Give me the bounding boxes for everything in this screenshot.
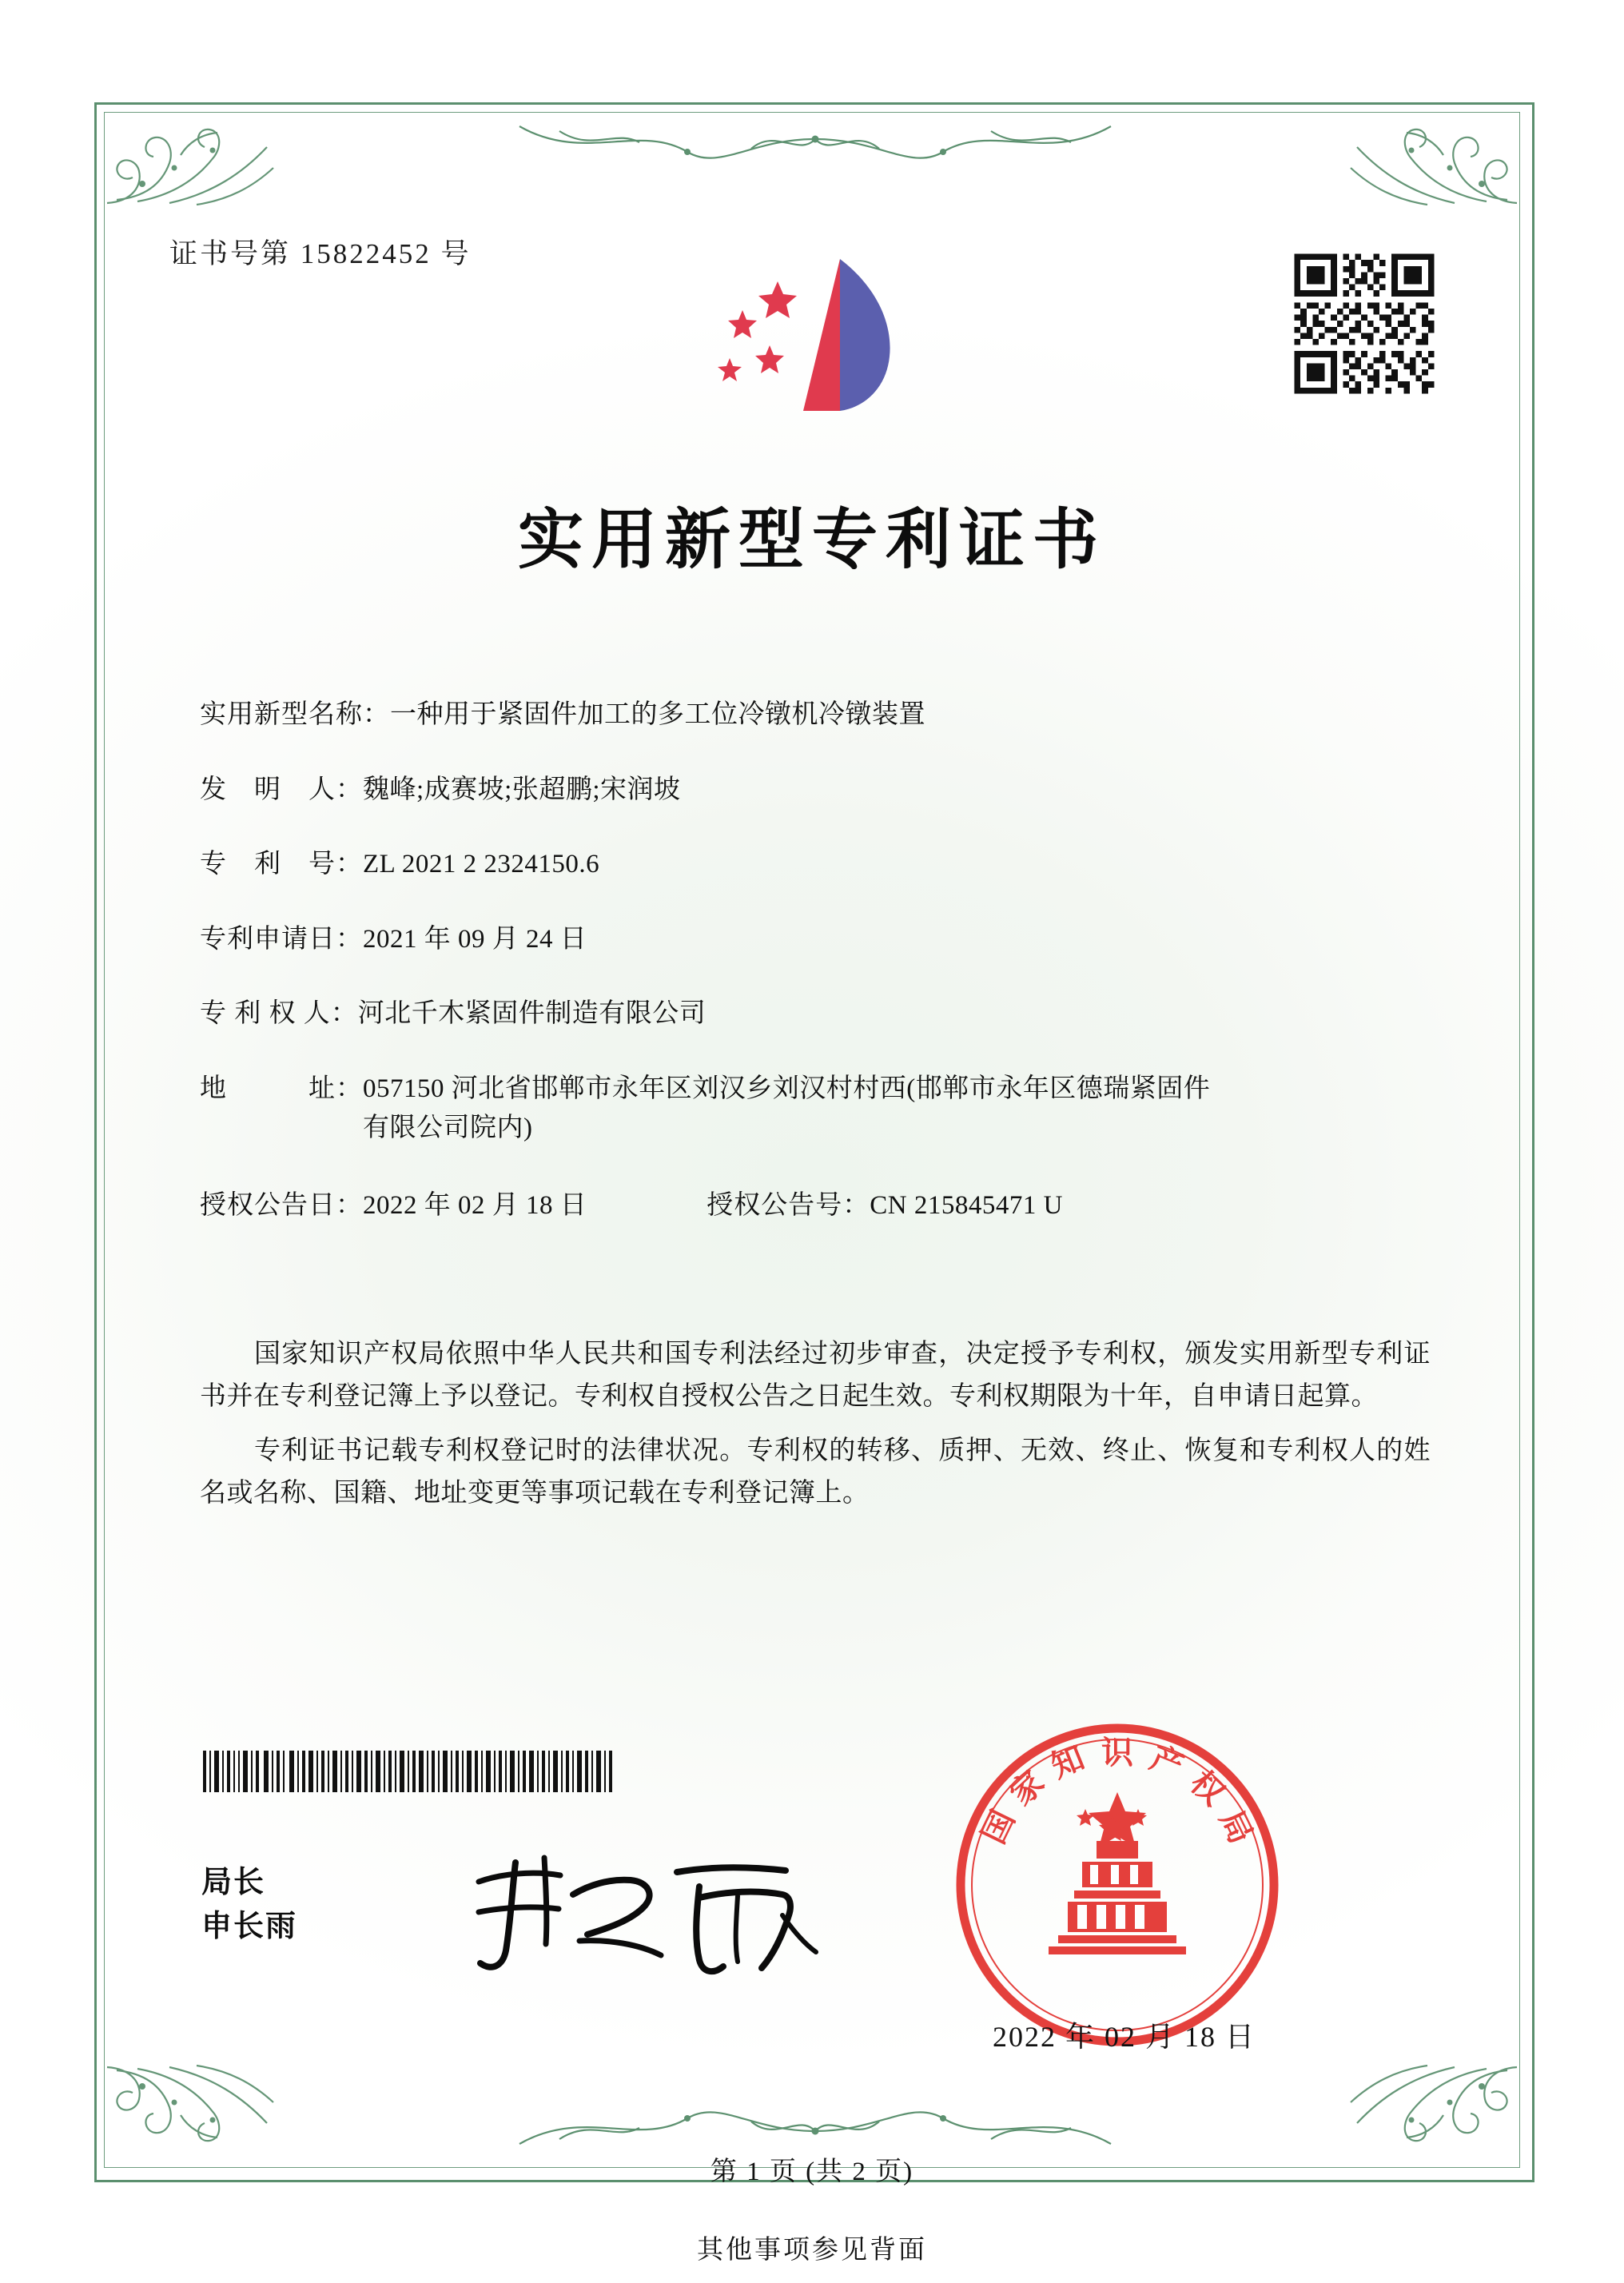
svg-text:识: 识: [1101, 1734, 1133, 1771]
seal-date: 2022 年 02 月 18 日: [993, 2021, 1256, 2053]
director-name: 申长雨: [201, 1910, 298, 1944]
grant-number-pair: [707, 1184, 1063, 1221]
field-value: 魏峰;成赛坡;张超鹏;宋润坡: [363, 775, 681, 804]
field-grant-row: [200, 1184, 1447, 1221]
field-list: [200, 695, 1447, 1257]
director-title: 局长: [201, 1866, 266, 1899]
grant-date-value: 2022 年 02 月 18 日: [363, 1190, 587, 1220]
field-inventors: [200, 771, 1447, 811]
grant-number-label: 授权公告号：: [707, 1190, 870, 1220]
field-value: 一种用于紧固件加工的多工位冷镦机冷镦装置: [390, 700, 925, 729]
handwritten-signature: [460, 1839, 835, 1982]
paragraph-1: 国家知识产权局依照中华人民共和国专利法经过初步审查，决定授予专利权，颁发实用新型专利证书并在专利登记簿上予以登记。专利权自授权公告之日起生效。专利权期限为十年，自申请日起算。: [200, 1340, 1431, 1412]
field-label: 专利申请日：: [200, 924, 363, 954]
grant-number-value: CN 215845471 U: [870, 1190, 1063, 1220]
corner-ornament-icon: [1339, 2059, 1523, 2163]
svg-text:家: 家: [1002, 1763, 1052, 1813]
official-red-seal: [949, 1717, 1285, 2053]
field-address: [200, 1070, 1447, 1149]
field-value: ZL 2021 2 2324150.6: [363, 850, 600, 879]
cnipa-logo-icon: [683, 240, 923, 432]
field-label: 发 明 人：: [200, 775, 363, 804]
page-number: 第 1 页 (共 2 页): [710, 2157, 914, 2186]
certificate-number: 证书号第 15822452 号: [169, 238, 472, 269]
grant-date-label: 授权公告日：: [200, 1190, 363, 1220]
field-label: 专 利 权 人：: [200, 999, 358, 1028]
grant-date-pair: [200, 1184, 587, 1221]
svg-text:局: 局: [1212, 1804, 1260, 1850]
signature-block: [201, 1861, 297, 1949]
field-label: 专 利 号：: [200, 850, 363, 879]
corner-ornament-icon: [101, 2059, 285, 2163]
svg-text:权: 权: [1183, 1763, 1232, 1813]
field-patent-number: [200, 845, 1447, 885]
corner-ornament-icon: [1339, 107, 1523, 211]
qr-code: [1288, 248, 1440, 400]
field-label: 地 址：: [200, 1074, 363, 1103]
page-title: 实用新型专利证书: [517, 501, 1106, 578]
paragraph-2: 专利证书记载专利权登记时的法律状况。专利权的转移、质押、无效、终止、恢复和专利权人的姓名或名称、国籍、地址变更等事项记载在专利登记簿上。: [200, 1436, 1431, 1508]
svg-text:产: 产: [1144, 1739, 1189, 1786]
svg-text:知: 知: [1045, 1739, 1090, 1786]
field-label: 实用新型名称：: [200, 700, 390, 729]
field-application-date: [200, 920, 1447, 960]
corner-ornament-icon: [101, 107, 285, 211]
field-value: 2021 年 09 月 24 日: [363, 924, 587, 954]
field-value: 057150 河北省邯郸市永年区刘汉乡刘汉村村西(邯郸市永年区德瑞紧固件有限公司院内): [363, 1074, 1211, 1142]
back-side-note: 其他事项参见背面: [697, 2236, 927, 2265]
svg-text:国: 国: [974, 1804, 1023, 1850]
field-value: 河北千木紧固件制造有限公司: [357, 999, 707, 1028]
barcode: [201, 1751, 633, 1792]
legal-text: [200, 1333, 1431, 1527]
field-utility-model-name: [200, 695, 1447, 735]
top-vine-ornament-icon: [511, 107, 1119, 195]
field-patentee: [200, 994, 1447, 1034]
